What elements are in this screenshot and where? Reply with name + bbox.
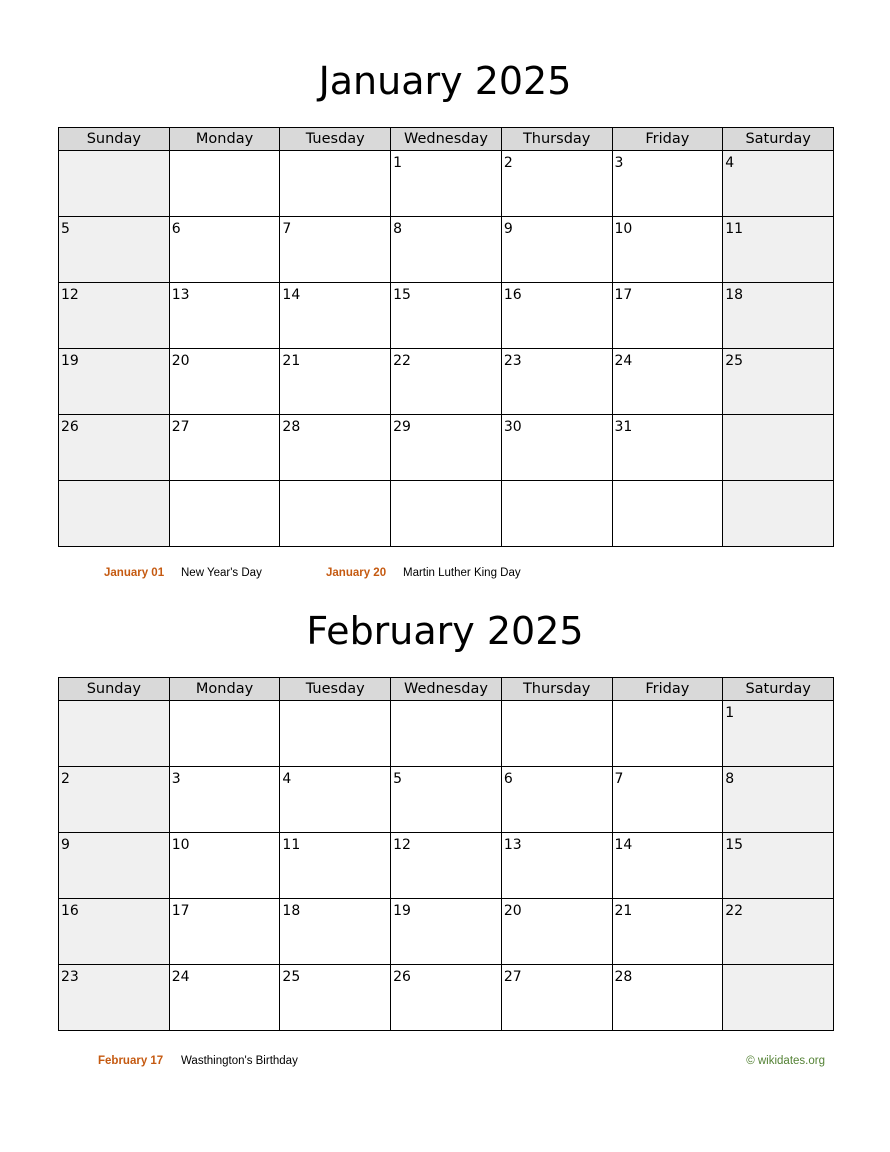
day-cell (723, 283, 834, 349)
february-title: February 2025 (306, 609, 584, 653)
week-row (59, 899, 834, 965)
day-cell (391, 349, 502, 415)
day-number: 8 (725, 771, 735, 787)
day-number (723, 481, 833, 485)
day-cell (280, 217, 391, 283)
day-number: 2 (503, 155, 513, 171)
day-number (502, 481, 612, 485)
holiday-date: January 01 (104, 567, 165, 579)
empty-day-cell (59, 701, 170, 767)
empty-day-cell (280, 151, 391, 217)
weekday-header-saturday: Saturday (723, 678, 834, 701)
day-cell (723, 899, 834, 965)
february-calendar-grid (58, 677, 834, 1031)
day-number: 13 (171, 287, 190, 303)
day-number: 8 (393, 221, 403, 237)
week-row (59, 151, 834, 217)
day-number: 28 (614, 969, 633, 985)
day-number: 15 (393, 287, 411, 303)
day-cell (169, 283, 280, 349)
wikidates-credit-link[interactable]: © wikidates.org (746, 1055, 825, 1067)
day-number: 30 (503, 419, 522, 435)
day-cell (280, 899, 391, 965)
day-cell (612, 151, 723, 217)
day-cell (391, 217, 502, 283)
empty-day-cell (501, 481, 612, 547)
day-cell (59, 965, 170, 1031)
day-cell (391, 415, 502, 481)
weekday-header-tuesday: Tuesday (280, 678, 391, 701)
day-number: 26 (393, 969, 411, 985)
day-cell (723, 217, 834, 283)
day-cell (612, 283, 723, 349)
week-row (59, 833, 834, 899)
day-cell (501, 965, 612, 1031)
day-cell (169, 349, 280, 415)
day-cell (723, 767, 834, 833)
day-number: 11 (282, 837, 301, 853)
day-number: 4 (725, 155, 735, 171)
day-cell (169, 899, 280, 965)
day-cell (501, 283, 612, 349)
day-cell (612, 217, 723, 283)
day-number: 23 (503, 353, 522, 369)
day-cell (723, 833, 834, 899)
day-number: 13 (503, 837, 522, 853)
day-number: 1 (393, 155, 403, 171)
day-number (280, 151, 390, 155)
day-number: 10 (171, 837, 190, 853)
day-cell (59, 415, 170, 481)
day-number (280, 701, 390, 705)
empty-day-cell (723, 481, 834, 547)
day-cell (280, 415, 391, 481)
day-cell (612, 899, 723, 965)
day-number (59, 701, 169, 705)
day-number (391, 701, 501, 705)
day-cell (501, 833, 612, 899)
day-cell (501, 415, 612, 481)
day-cell (169, 217, 280, 283)
day-cell (391, 833, 502, 899)
day-number: 25 (282, 969, 301, 985)
day-cell (501, 217, 612, 283)
day-number (613, 481, 723, 485)
day-number: 1 (725, 705, 735, 721)
day-cell (59, 349, 170, 415)
february-holidays (0, 1055, 890, 1075)
weekday-header-tuesday: Tuesday (280, 128, 391, 151)
day-number: 23 (61, 969, 79, 985)
day-cell (612, 349, 723, 415)
day-number: 17 (614, 287, 633, 303)
week-row (59, 283, 834, 349)
weekday-header-friday: Friday (612, 678, 723, 701)
day-number (170, 481, 280, 485)
day-number: 6 (171, 221, 181, 237)
day-number: 21 (614, 903, 633, 919)
day-number: 3 (614, 155, 624, 171)
weekday-header-monday: Monday (169, 128, 280, 151)
day-cell (501, 899, 612, 965)
day-cell (169, 833, 280, 899)
empty-day-cell (59, 481, 170, 547)
day-number: 6 (503, 771, 513, 787)
empty-day-cell (612, 481, 723, 547)
empty-day-cell (280, 481, 391, 547)
january-calendar-grid (58, 127, 834, 547)
holiday-name: Wasthington's Birthday (181, 1055, 298, 1067)
day-number: 31 (614, 419, 633, 435)
day-cell (391, 899, 502, 965)
day-cell (391, 283, 502, 349)
week-row (59, 481, 834, 547)
day-number (502, 701, 612, 705)
day-number: 22 (393, 353, 411, 369)
day-number: 16 (61, 903, 79, 919)
day-number: 12 (393, 837, 411, 853)
day-number: 12 (61, 287, 79, 303)
day-cell (612, 767, 723, 833)
empty-day-cell (391, 481, 502, 547)
week-row (59, 415, 834, 481)
day-number: 24 (614, 353, 633, 369)
weekday-header-monday: Monday (169, 678, 280, 701)
day-number: 22 (725, 903, 744, 919)
day-cell (391, 965, 502, 1031)
day-cell (723, 151, 834, 217)
day-number: 10 (614, 221, 633, 237)
day-number: 19 (61, 353, 79, 369)
day-cell (391, 767, 502, 833)
january-holidays (0, 567, 890, 587)
day-number: 17 (171, 903, 190, 919)
day-number: 27 (503, 969, 522, 985)
day-number: 14 (282, 287, 301, 303)
week-row (59, 701, 834, 767)
day-cell (280, 833, 391, 899)
day-number: 18 (725, 287, 744, 303)
day-cell (501, 151, 612, 217)
january-title: January 2025 (318, 59, 572, 103)
empty-day-cell (169, 151, 280, 217)
holiday-date: January 20 (326, 567, 387, 579)
empty-day-cell (501, 701, 612, 767)
holiday-date: February 17 (98, 1055, 164, 1067)
week-row (59, 217, 834, 283)
day-cell (280, 283, 391, 349)
day-number: 18 (282, 903, 301, 919)
day-number: 7 (282, 221, 292, 237)
day-number: 3 (171, 771, 181, 787)
day-number: 9 (61, 837, 70, 853)
day-cell (169, 965, 280, 1031)
day-cell (723, 701, 834, 767)
day-cell (612, 965, 723, 1031)
day-number: 5 (61, 221, 70, 237)
empty-day-cell (612, 701, 723, 767)
day-number (280, 481, 390, 485)
empty-day-cell (723, 965, 834, 1031)
day-cell (169, 415, 280, 481)
day-number: 9 (503, 221, 513, 237)
day-cell (501, 767, 612, 833)
day-cell (280, 965, 391, 1031)
week-row (59, 349, 834, 415)
day-cell (59, 767, 170, 833)
day-number: 20 (503, 903, 522, 919)
week-row (59, 965, 834, 1031)
holiday-name: Martin Luther King Day (403, 567, 521, 579)
day-number: 27 (171, 419, 190, 435)
weekday-header-row (59, 128, 834, 151)
day-cell (501, 349, 612, 415)
weekday-header-thursday: Thursday (501, 128, 612, 151)
day-cell (391, 151, 502, 217)
day-number: 21 (282, 353, 301, 369)
day-number (170, 701, 280, 705)
day-number: 25 (725, 353, 744, 369)
day-cell (59, 217, 170, 283)
weekday-header-thursday: Thursday (501, 678, 612, 701)
weekday-header-saturday: Saturday (723, 128, 834, 151)
day-number: 20 (171, 353, 190, 369)
day-number: 16 (503, 287, 522, 303)
day-number: 28 (282, 419, 301, 435)
day-number: 15 (725, 837, 744, 853)
weekday-header-sunday: Sunday (59, 128, 170, 151)
weekday-header-row (59, 678, 834, 701)
day-cell (612, 833, 723, 899)
day-cell (169, 767, 280, 833)
day-cell (59, 899, 170, 965)
day-number (170, 151, 280, 155)
weekday-header-sunday: Sunday (59, 678, 170, 701)
week-row (59, 767, 834, 833)
empty-day-cell (723, 415, 834, 481)
day-cell (59, 283, 170, 349)
day-cell (280, 767, 391, 833)
day-number (723, 965, 833, 969)
day-number: 7 (614, 771, 624, 787)
day-number (613, 701, 723, 705)
empty-day-cell (280, 701, 391, 767)
day-number (59, 151, 169, 155)
day-number: 4 (282, 771, 292, 787)
day-number: 2 (61, 771, 70, 787)
day-cell (723, 349, 834, 415)
day-cell (612, 415, 723, 481)
weekday-header-wednesday: Wednesday (391, 678, 502, 701)
day-number: 29 (393, 419, 411, 435)
day-number (723, 415, 833, 419)
empty-day-cell (59, 151, 170, 217)
empty-day-cell (391, 701, 502, 767)
day-number: 24 (171, 969, 190, 985)
day-cell (59, 833, 170, 899)
day-number: 19 (393, 903, 411, 919)
day-number (391, 481, 501, 485)
holiday-name: New Year's Day (181, 567, 262, 579)
day-cell (280, 349, 391, 415)
day-number: 11 (725, 221, 744, 237)
day-number (59, 481, 169, 485)
day-number: 14 (614, 837, 633, 853)
weekday-header-wednesday: Wednesday (391, 128, 502, 151)
day-number: 5 (393, 771, 403, 787)
day-number: 26 (61, 419, 79, 435)
empty-day-cell (169, 481, 280, 547)
empty-day-cell (169, 701, 280, 767)
weekday-header-friday: Friday (612, 128, 723, 151)
